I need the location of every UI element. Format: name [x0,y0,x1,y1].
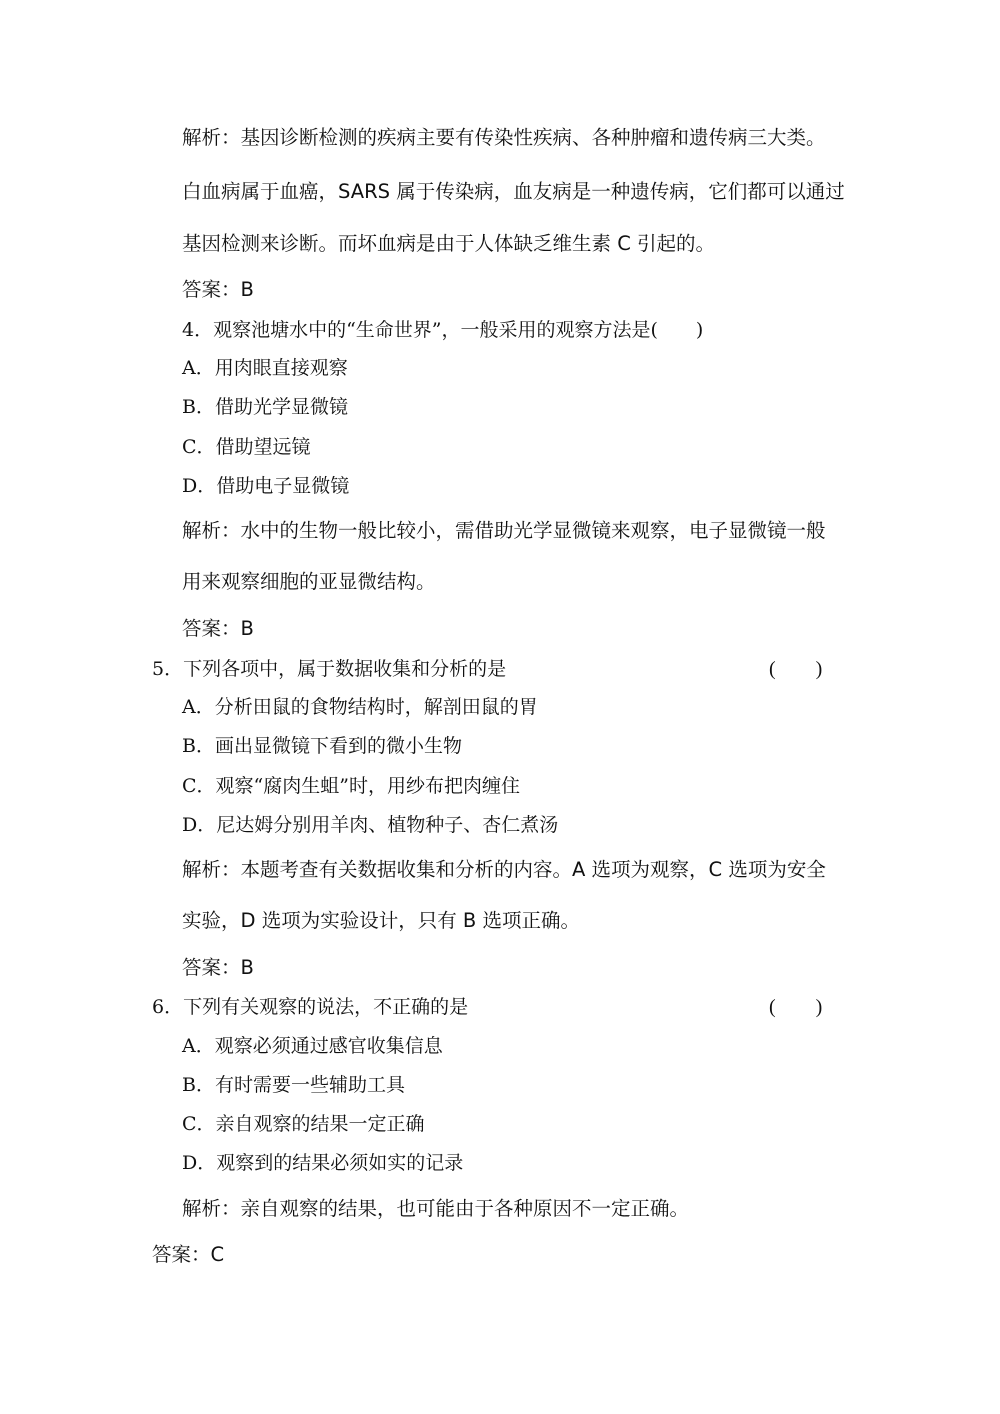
q4-option-c: C．借助望远镜 [182,436,311,458]
q5-stem: 5．下列各项中，属于数据收集和分析的是 [152,658,507,680]
q4-analysis-line-1: 解析：水中的生物一般比较小，需借助光学显微镜来观察，电子显微镜一般 [182,519,826,542]
q5-option-b: B．画出显微镜下看到的微小生物 [182,735,462,757]
q4-option-d: D．借助电子显微镜 [182,475,350,497]
q6-option-b: B．有时需要一些辅助工具 [182,1074,405,1096]
q6-option-c: C．亲自观察的结果一定正确 [182,1113,425,1135]
q6-answer: 答案：C [152,1243,225,1266]
q5-answer: 答案：B [182,956,254,979]
q6-option-a: A．观察必须通过感官收集信息 [182,1035,443,1057]
q5-option-a: A．分析田鼠的食物结构时，解剖田鼠的胃 [182,696,538,718]
q3-answer: 答案：B [182,278,254,301]
q6-option-d: D．观察到的结果必须如实的记录 [182,1152,464,1174]
q6-analysis-line-1: 解析：亲自观察的结果，也可能由于各种原因不一定正确。 [182,1197,690,1220]
q6-stem: 6．下列有关观察的说法，不正确的是 [152,996,469,1018]
q6-answer-paren: ( ) [769,996,823,1018]
q5-option-d: D．尼达姆分别用羊肉、植物种子、杏仁煮汤 [182,814,559,836]
q5-analysis-line-1: 解析：本题考查有关数据收集和分析的内容。A 选项为观察，C 选项为安全 [182,858,826,881]
q4-option-b: B．借助光学显微镜 [182,396,348,418]
q3-analysis-line-1: 解析：基因诊断检测的疾病主要有传染性疾病、各种肿瘤和遗传病三大类。 [182,126,826,149]
q3-analysis-line-3: 基因检测来诊断。而坏血病是由于人体缺乏维生素 C 引起的。 [182,232,716,255]
q3-analysis-line-2: 白血病属于血癌，SARS 属于传染病，血友病是一种遗传病，它们都可以通过 [182,180,845,203]
q5-analysis-line-2: 实验，D 选项为实验设计，只有 B 选项正确。 [182,909,580,932]
q4-option-a: A．用肉眼直接观察 [182,357,348,379]
q5-option-c: C．观察“腐肉生蛆”时，用纱布把肉缠住 [182,775,520,797]
q4-answer: 答案：B [182,617,254,640]
q4-analysis-line-2: 用来观察细胞的亚显微结构。 [182,570,436,593]
q4-stem: 4．观察池塘水中的“生命世界”，一般采用的观察方法是( ) [182,319,704,341]
q5-answer-paren: ( ) [769,658,823,680]
